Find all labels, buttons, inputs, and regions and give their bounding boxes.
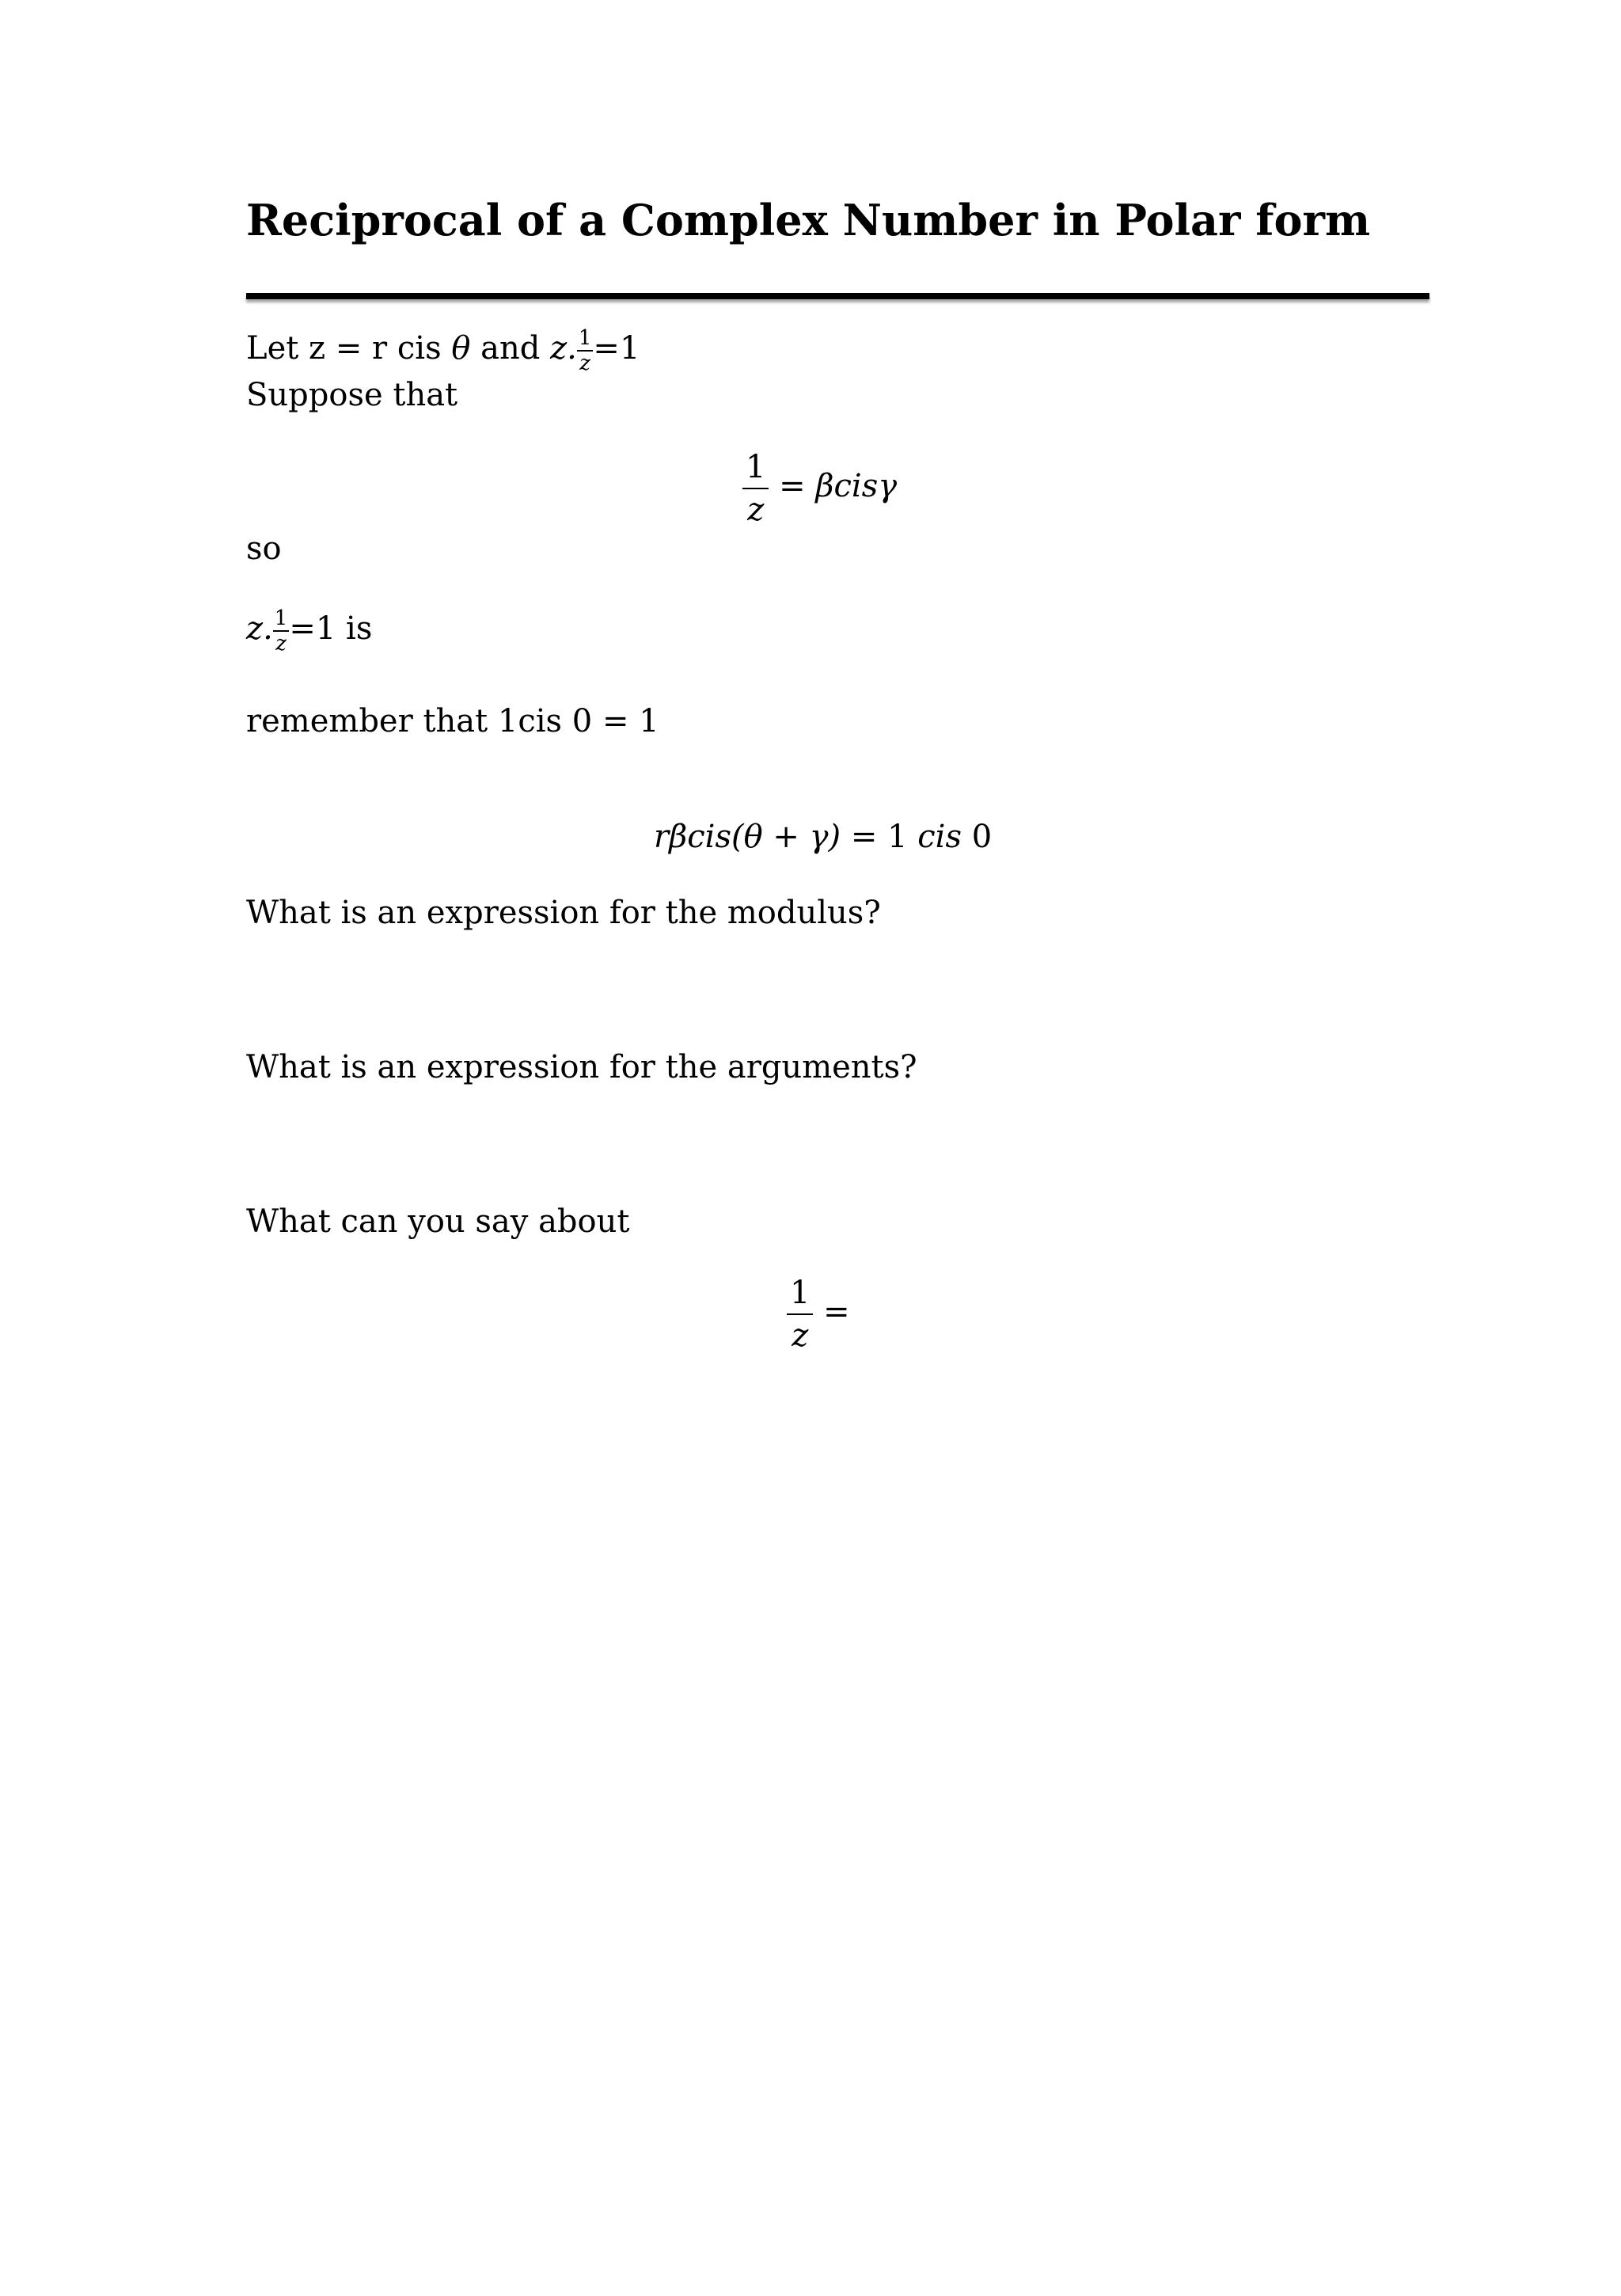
fraction-numerator: 1 [790,1275,810,1311]
equation-lhs: rβcis(θ + γ) [654,819,841,855]
question-modulus: What is an expression for the modulus? [246,895,881,931]
intro-and: and [480,330,541,367]
equation-reciprocal-blank [787,1275,850,1354]
question-arguments: What is an expression for the arguments? [246,1049,917,1085]
reciprocal-fraction [787,1275,813,1354]
equation-equals: = [850,819,878,855]
z-dot: z. [246,610,273,647]
product-equals: =1 is [289,610,373,647]
fraction-numerator: 1 [274,606,288,630]
suppose-line: Suppose that [246,377,458,413]
equation-zero: 0 [971,819,993,855]
fraction-numerator: 1 [746,449,766,485]
equation-rhs: = βcisγ [779,468,898,504]
fraction-numerator: 1 [578,326,592,350]
fraction-denominator: z [792,1317,809,1354]
title-rule [246,293,1429,299]
intro-equals: =1 [593,330,640,367]
z-dot: z. [550,330,577,367]
fraction-denominator: z [747,492,765,528]
page-title: Reciprocal of a Complex Number in Polar form [246,195,1371,245]
intro-line [246,328,640,374]
equation-rhs: = [823,1294,850,1330]
reciprocal-fraction [577,328,594,374]
theta-symbol: θ [451,330,471,367]
remember-line: remember that 1cis 0 = 1 [246,703,659,739]
equation-one: 1 [887,819,908,855]
equation-reciprocal [742,451,897,526]
reciprocal-fraction [742,451,769,526]
equation-product [654,819,992,855]
intro-prefix: Let z = r cis [246,330,442,367]
equation-cis: cis [917,819,962,855]
fraction-denominator: z [275,632,287,656]
question-say-about: What can you say about [246,1203,630,1240]
so-line: so [246,530,282,567]
reciprocal-fraction [273,608,290,654]
product-line [246,608,372,654]
fraction-denominator: z [579,352,590,375]
